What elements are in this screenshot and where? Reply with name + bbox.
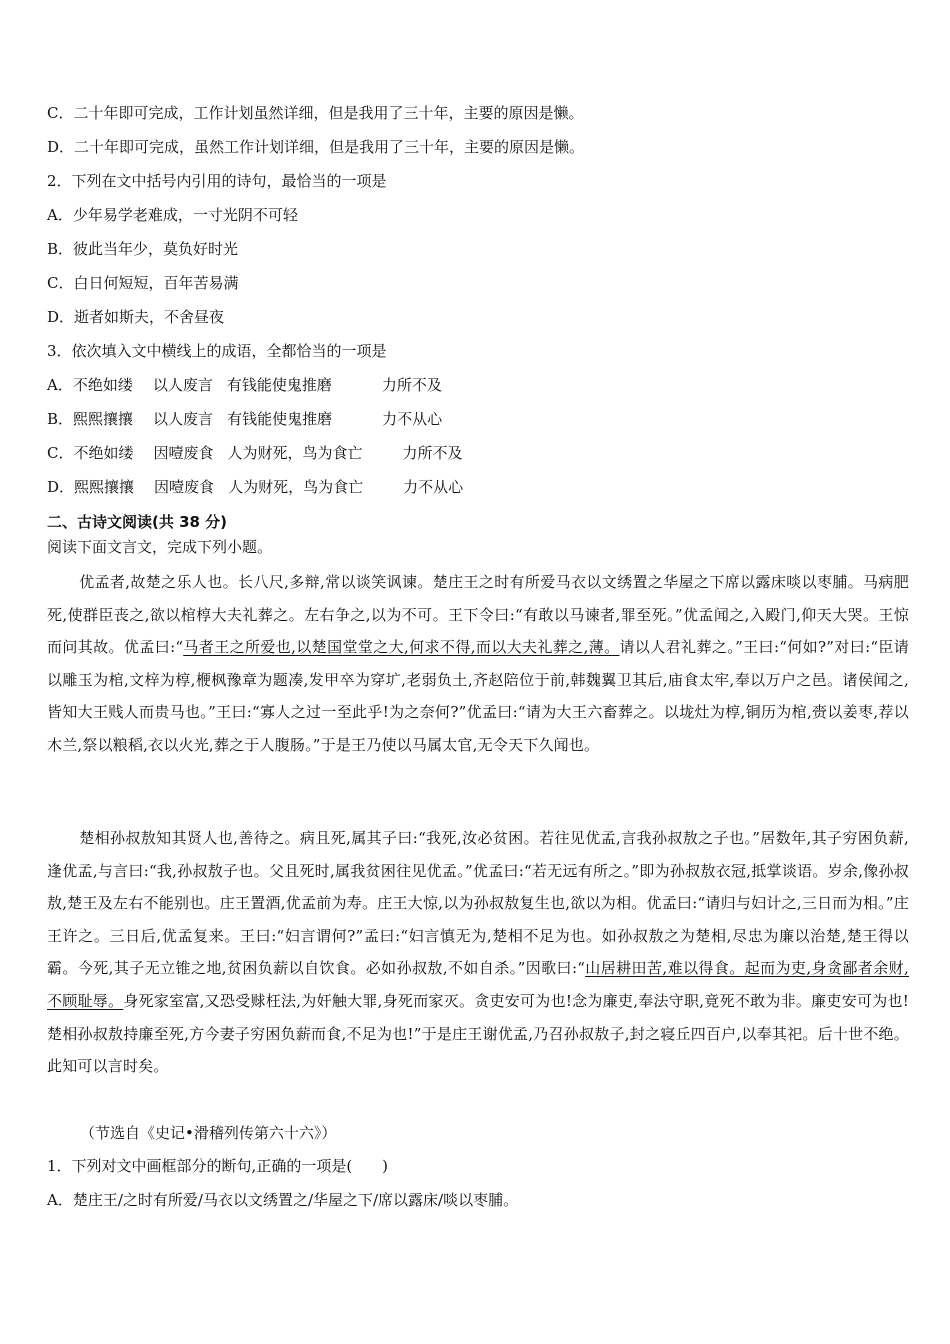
question-2-stem: 2．下列在文中括号内引用的诗句，最恰当的一项是	[47, 172, 387, 190]
underlined-sentence-2: 山居耕田苦,难以得食。起而为吏,身贪鄙者余财,不顾耻辱。	[47, 959, 910, 1010]
question-3-stem: 3．依次填入文中横线上的成语，全都恰当的一项是	[47, 342, 387, 360]
passage-source: （节选自《史记•滑稽列传第六十六》）	[80, 1124, 337, 1142]
passage-paragraph-1: 优孟者,故楚之乐人也。长八尺,多辩,常以谈笑讽谏。楚庄王之时有所爱马衣以文绣置之华屋之下席以露床啖以枣脯。马病肥死,使群臣丧之,欲以棺椁大夫礼葬之。左右争之,以为不可。王下令曰:“有敢以马谏者,罪至死。”优孟闻之,入殿门,仰天大哭。王惊而问其故。优孟曰:“马者王之所爱也,以楚国堂堂之大,何求不得,而以大夫礼葬之,薄。请以人君礼葬之。”王曰:“何如?”对曰:“臣请以雕玉为棺,文梓为椁,楩枫豫章为题凑,发甲卒为穿圹,老弱负土,齐赵陪位于前,韩魏翼卫其后,庙食太牢,奉以万户之邑。诸侯闻之,皆知大王贱人而贵马也。”王曰:“寡人之过一至此乎!为之奈何?”优孟曰:“请为大王六畜葬之。以垅灶为椁,铜历为棺,赍以姜枣,荐以木兰,祭以粮稻,衣以火光,葬之于人腹肠。”于是王乃使以马属太官,无令天下久闻也。	[47, 573, 909, 754]
section-title: 二、古诗文阅读(共 38 分)	[47, 513, 228, 531]
question-1-stem: 1．下列对文中画框部分的断句,正确的一项是( )	[47, 1157, 389, 1175]
underlined-sentence-1: 马者王之所爱也,以楚国堂堂之大,何求不得,而以大夫礼葬之,薄。	[183, 638, 620, 657]
q1-option-a: A．楚庄王/之时有所爱/马衣以文绣置之/华屋之下/席以露床/啖以枣脯。	[47, 1191, 519, 1209]
q3-option-d: D．熙熙攘攘 因噎废食 人为财死，鸟为食亡 力不从心	[47, 478, 464, 496]
option-c-prev: C．二十年即可完成，工作计划虽然详细，但是我用了三十年，主要的原因是懒。	[47, 104, 584, 122]
q2-option-d: D．逝者如斯夫，不舍昼夜	[47, 308, 225, 326]
q3-option-b: B．熙熙攘攘 以人废言 有钱能使鬼推磨 力不从心	[47, 410, 443, 428]
section-intro: 阅读下面文言文，完成下列小题。	[47, 538, 273, 556]
passage-paragraph-2: 楚相孙叔敖知其贤人也,善待之。病且死,属其子曰:“我死,汝必贫困。若往见优孟,言我孙叔敖之子也。”居数年,其子穷困负薪,逢优孟,与言曰:“我,孙叔敖子也。父且死时,属我贫困往见优孟。”优孟曰:“若无远有所之。”即为孙叔敖衣冠,抵掌谈语。岁余,像孙叔敖,楚王及左右不能别也。庄王置酒,优孟前为寿。庄王大惊,以为孙叔敖复生也,欲以为相。优孟曰:“请归与妇计之,三日而为相。”庄王许之。三日后,优孟复来。王曰:“妇言谓何?”孟曰:“妇言慎无为,楚相不足为也。如孙叔敖之为楚相,尽忠为廉以治楚,楚王得以霸。今死,其子无立锥之地,贫困负薪以自饮食。必如孙叔敖,不如自杀。”因歌曰:“山居耕田苦,难以得食。起而为吏,身贪鄙者余财,不顾耻辱。身死家室富,又恐受赇枉法,为奸触大罪,身死而家灭。贪吏安可为也!念为廉吏,奉法守职,竟死不敢为非。廉吏安可为也!楚相孙叔敖持廉至死,方今妻子穷困负薪而食,不足为也!”于是庄王谢优孟,乃召孙叔敖子,封之寝丘四百户,以奉其祀。后十世不绝。此知可以言时矣。	[47, 829, 910, 1076]
q3-option-c: C．不绝如缕 因噎废食 人为财死，鸟为食亡 力所不及	[47, 444, 463, 462]
q3-option-a: A．不绝如缕 以人废言 有钱能使鬼推磨 力所不及	[47, 376, 442, 394]
q2-option-b: B．彼此当年少，莫负好时光	[47, 240, 239, 258]
option-d-prev: D．二十年即可完成，虽然工作计划详细，但是我用了三十年，主要的原因是懒。	[47, 138, 585, 156]
q2-option-c: C．白日何短短，百年苦易满	[47, 274, 239, 292]
q2-option-a: A．少年易学老难成，一寸光阴不可轻	[47, 206, 298, 224]
